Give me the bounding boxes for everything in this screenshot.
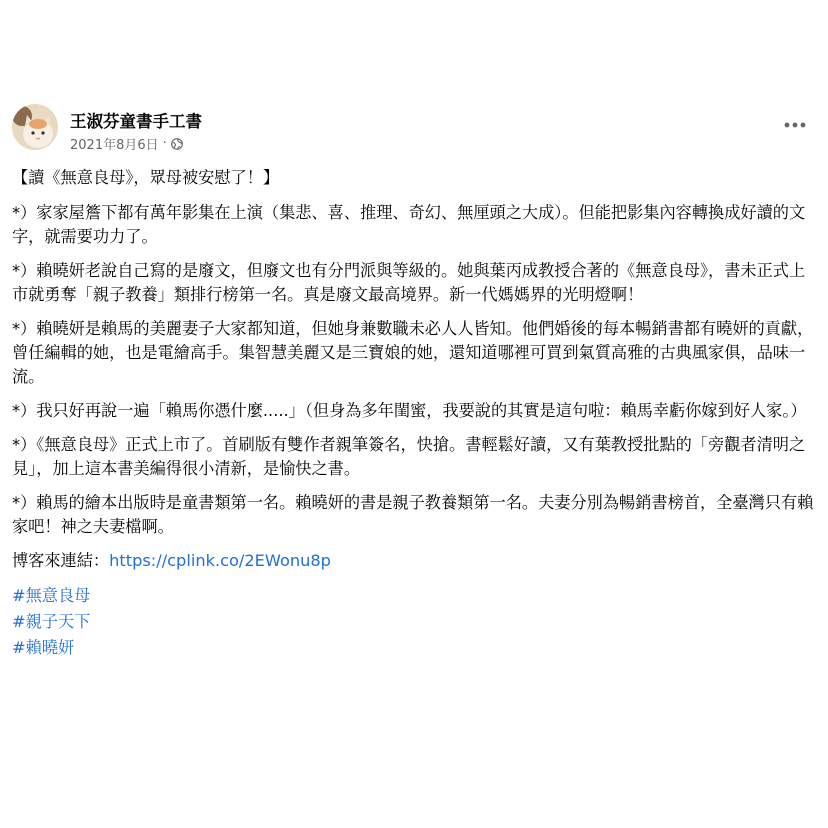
post-title: 【讀《無意良母》，眾母被安慰了！】 [12,168,280,187]
post-meta [70,134,183,153]
blog-link[interactable]: https://cplink.co/2EWonu8p [109,551,331,570]
blog-link-label: 博客來連結： [12,551,110,570]
post-header [12,104,816,158]
hashtag-link[interactable]: #無意良母 [12,586,91,605]
globe-icon[interactable] [171,138,183,150]
blog-link-line [12,549,820,573]
paragraph: *）家家屋簷下都有萬年影集在上演（集悲、喜、推理、奇幻、無厘頭之大成）。但能把影集內容轉換成好讀的文字，就需要功力了。 [12,203,806,246]
more-options-icon [784,122,806,128]
hashtag-list [12,583,820,661]
paragraph: *）《無意良母》正式上市了。首刷版有雙作者親筆簽名，快搶。書輕鬆好讀，又有葉教授批點的「旁觀者清明之見」，加上這本書美編得很小清新，是愉快之書。 [12,435,806,478]
hashtag-link[interactable]: #親子天下 [12,612,91,631]
paragraph: *）賴曉妍老說自己寫的是廢文，但廢文也有分門派與等級的。她與葉丙成教授合著的《無意良母》，書未正式上市就勇奪「親子教養」類排行榜第一名。真是廢文最高境界。新一代媽媽界的光明燈啊！ [12,261,806,304]
post-date[interactable]: 2021年8月6日 [70,138,159,153]
avatar[interactable] [12,104,58,150]
paragraph: *）賴馬的繪本出版時是童書類第一名。賴曉妍的書是親子教養類第一名。夫妻分別為暢銷書榜首，全臺灣只有賴家吧！神之夫妻檔啊。 [12,493,814,536]
cat-avatar-image [12,104,58,150]
hashtag-link[interactable]: #賴曉妍 [12,638,75,657]
paragraph: *）我只好再說一遍「賴馬你憑什麼.....」（但身為多年閨蜜，我要說的其實是這句啦：賴馬幸虧你嫁到好人家。） [12,401,807,420]
post-body [12,166,820,661]
meta-separator: · [162,136,167,151]
more-options-button[interactable] [782,112,808,138]
paragraph: *）賴曉妍是賴馬的美麗妻子大家都知道，但她身兼數職未必人人皆知。他們婚後的每本暢銷書都有曉妍的貢獻，曾任編輯的她，也是電繪高手。集智慧美麗又是三寶娘的她，還知道哪裡可買到氣質高雅的古典風家俱，品味一流。 [12,319,814,386]
page-name[interactable]: 王淑芬童書手工書 [70,112,202,131]
